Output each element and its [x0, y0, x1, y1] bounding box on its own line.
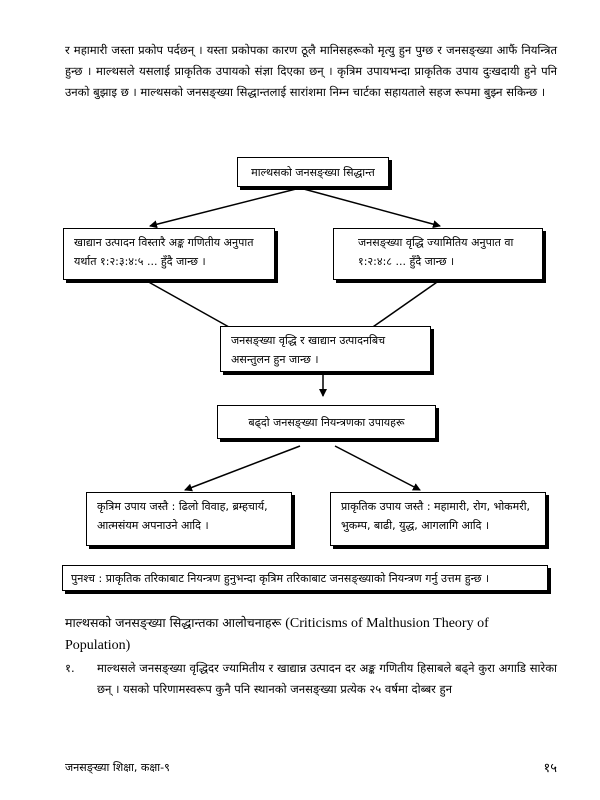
- section-heading-english: (Criticisms of Malthusion Theory of Population): [65, 616, 489, 653]
- natural-measures-box: प्राकृतिक उपाय जस्तै : महामारी, रोग, भोकमरी, भुकम्प, बाढी, युद्ध, आगलागि आदि ।: [330, 492, 546, 546]
- arrow-to-natural-box: [335, 446, 420, 490]
- note-box: पुनश्च : प्राकृतिक तरिकाबाट नियन्त्रण हुनुभन्दा कृत्रिम तरिकाबाट जनसङ्ख्याको नियन्त्रण गर्नु उत्तम हुन्छ ।: [62, 565, 548, 591]
- artificial-measures-box: कृत्रिम उपाय जस्तै : ढिलो विवाह, ब्रम्हचार्य, आत्मसंयम अपनाउने आदि ।: [86, 492, 292, 546]
- arrow-to-artificial-box: [185, 446, 300, 490]
- list-item-text: माल्थसले जनसङ्ख्या वृद्धिदर ज्यामितीय र खाद्यान्न उत्पादन दर अङ्क गणितीय हिसाबले बढ्ने कुरा अगाडि सारेका छन् । यसको परिणामस्वरूप कुनै पनि स्थानको जनसङ्ख्या प्रत्येक २५ वर्षमा दोब्बर हुन: [97, 661, 557, 696]
- imbalance-box: जनसङ्ख्या वृद्धि र खाद्यान उत्पादनबिच असन्तुलन हुन जान्छ ।: [220, 326, 431, 372]
- page-number: १५: [543, 761, 557, 776]
- section-heading: [65, 612, 557, 656]
- chart-title-box: माल्थसको जनसङ्ख्या सिद्धान्त: [237, 157, 389, 187]
- arrow-to-right-box: [300, 188, 440, 226]
- footer-book-title: जनसङ्ख्या शिक्षा, कक्षा-९: [65, 761, 170, 774]
- population-growth-box: जनसङ्ख्या वृद्धि ज्यामितिय अनुपात वा १:२:४:८ ... हुँदै जान्छ ।: [333, 228, 543, 280]
- control-measures-box: बढ्दो जनसङ्ख्या नियन्त्रणका उपायहरू: [217, 405, 436, 439]
- arrow-to-left-box: [150, 188, 300, 226]
- section-heading-nepali: माल्थसको जनसङ्ख्या सिद्धान्तका आलोचनाहरू: [65, 615, 282, 630]
- intro-paragraph: र महामारी जस्ता प्रकोप पर्दछन् । यस्ता प्रकोपका कारण ठूलै मानिसहरूको मृत्यु हुन पुग्छ र जनसङ्ख्या आफैं नियन्त्रित हुन्छ । माल्थसले यसलाई प्राकृतिक उपायको संज्ञा दिएका छन् । कृत्रिम उपायभन्दा प्राकृतिक उपाय दुःखदायी हुने पनि उनको बुझाइ छ । माल्थसको जनसङ्ख्या सिद्धान्तलाई सारांशमा निम्न चार्टका सहायताले सहज रूपमा बुझ्न सकिन्छ ।: [65, 43, 557, 99]
- list-item-number: १.: [65, 661, 75, 675]
- food-production-box: खाद्यान उत्पादन विस्तारै अङ्क गणितीय अनुपात यर्थात १:२:३:४:५ ... हुँदै जान्छ ।: [63, 228, 275, 280]
